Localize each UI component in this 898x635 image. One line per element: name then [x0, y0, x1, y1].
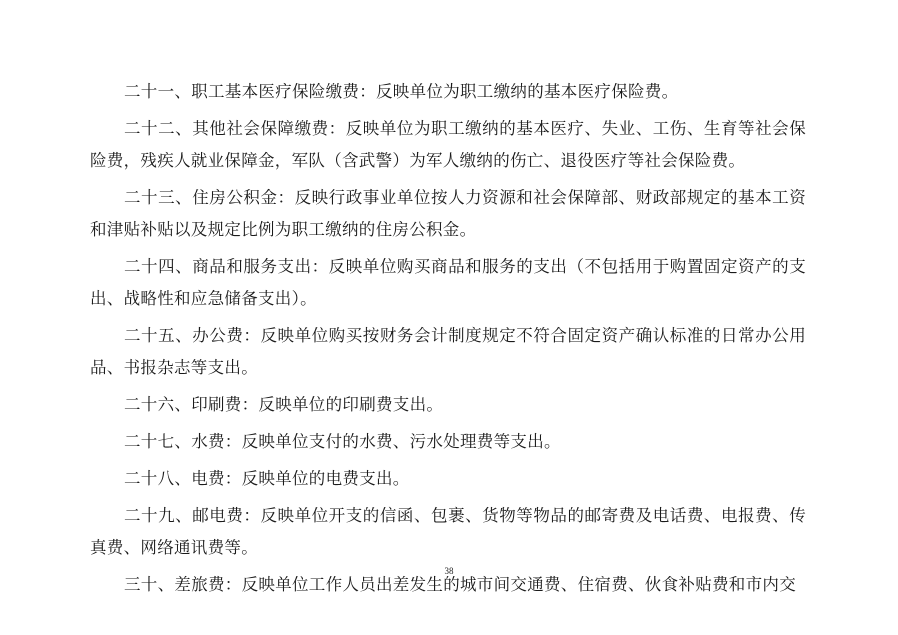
paragraph-22: 二十二、其他社会保障缴费：反映单位为职工缴纳的基本医疗、失业、工伤、生育等社会保险费，残疾人就业保障金，军队（含武警）为军人缴纳的伤亡、退役医疗等社会保险费。: [90, 119, 806, 170]
paragraph-21: 二十一、职工基本医疗保险缴费：反映单位为职工缴纳的基本医疗保险费。: [124, 82, 679, 101]
paragraph-28: 二十八、电费：反映单位的电费支出。: [124, 469, 410, 488]
paragraph-30: 三十、差旅费：反映单位工作人员出差发生的城市间交通费、住宿费、伙食补贴费和市内交: [124, 575, 796, 594]
document-body: [90, 76, 806, 606]
paragraph-25: 二十五、办公费：反映单位购买按财务会计制度规定不符合固定资产确认标准的日常办公用品、书报杂志等支出。: [90, 326, 806, 377]
paragraph-29: 二十九、邮电费：反映单位开支的信函、包裹、货物等物品的邮寄费及电话费、电报费、传真费、网络通讯费等。: [90, 506, 806, 557]
paragraph-23: 二十三、住房公积金：反映行政事业单位按人力资源和社会保障部、财政部规定的基本工资和津贴补贴以及规定比例为职工缴纳的住房公积金。: [90, 188, 806, 239]
paragraph-24: 二十四、商品和服务支出：反映单位购买商品和服务的支出（不包括用于购置固定资产的支出、战略性和应急储备支出）。: [90, 257, 806, 308]
paragraph-27: 二十七、水费：反映单位支付的水费、污水处理费等支出。: [124, 432, 561, 451]
page-number: 38: [444, 566, 454, 576]
paragraph-26: 二十六、印刷费：反映单位的印刷费支出。: [124, 395, 444, 414]
